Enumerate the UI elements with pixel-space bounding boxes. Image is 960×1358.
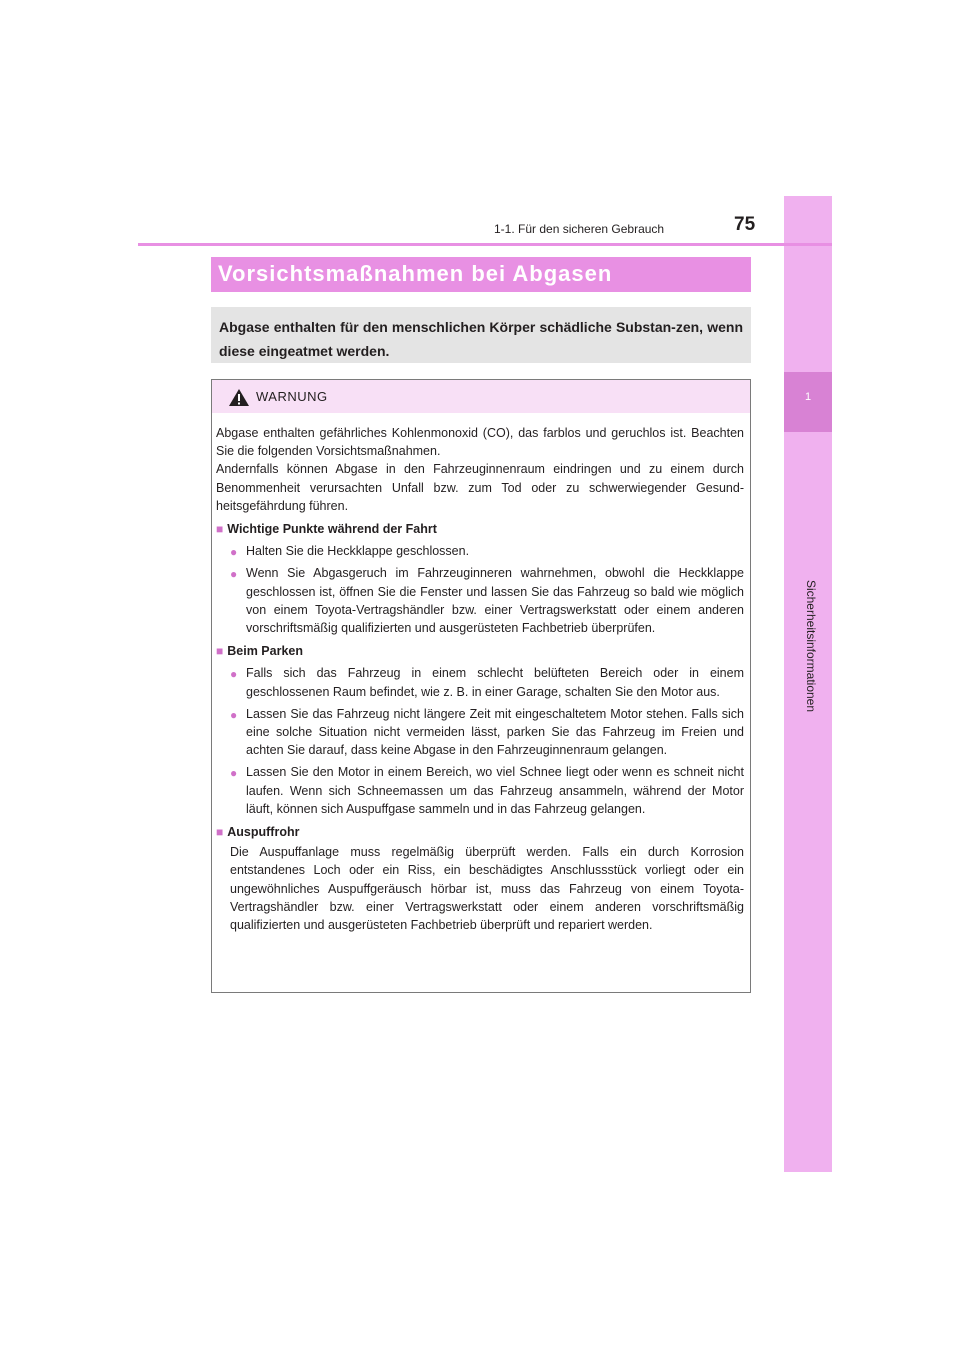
list-item: ● Wenn Sie Abgasgeruch im Fahrzeuginneren wahrnehmen, obwohl die Heckklappe geschlossen ist, öffnen Sie die Fenster und lassen Sie das Fahrzeug so bald wie möglich von einem Toyota-Vertragshändler bzw. einer Vertragswerkstatt oder einem anderen vorschriftsmäßig qualifizierten und ausgerüsteten Fachbetrieb überprüfen.	[230, 566, 744, 636]
dot-bullet-icon: ●	[230, 766, 238, 781]
title-bar	[211, 257, 751, 292]
section-header: 1-1. Für den sicheren Gebrauch	[494, 222, 665, 236]
square-bullet-icon: ■	[216, 825, 224, 840]
intro-text: Abgase enthalten für den menschlichen Körper schädliche Substan-zen, wenn diese eingeatmet werden.	[219, 319, 743, 359]
intro-box	[211, 307, 751, 363]
dot-bullet-icon: ●	[230, 707, 238, 722]
header-divider	[138, 243, 832, 246]
warning-intro-2: Andernfalls können Abgase in den Fahrzeuginnenraum eindringen und zu einem durch Benommenheit verursachten Unfall bzw. zum Tod oder zu schwerwiegender Gesund-heitsgefährdung führen.	[216, 462, 744, 513]
warning-label: WARNUNG	[256, 389, 328, 404]
warning-triangle-icon	[228, 388, 250, 407]
section-title: Beim Parken	[227, 644, 303, 659]
page-title: Vorsichtsmaßnahmen bei Abgasen	[218, 261, 613, 286]
list-item: ● Halten Sie die Heckklappe geschlossen.	[216, 542, 744, 560]
warning-header	[212, 380, 750, 413]
square-bullet-icon: ■	[216, 522, 224, 537]
chapter-number: 1	[784, 372, 832, 432]
section-title: Auspuffrohr	[227, 825, 300, 840]
dot-bullet-icon: ●	[230, 545, 238, 560]
list-item: ● Lassen Sie das Fahrzeug nicht längere Zeit mit eingeschaltetem Motor stehen. Falls sich eine solche Situation nicht vermeiden lässt, parken Sie das Fahrzeug im Freien und achten Sie darauf, dass keine Abgase in den Fahrzeuginnenraum gelangen.	[230, 706, 744, 758]
section-heading	[216, 520, 744, 538]
list-item: ● Falls sich das Fahrzeug in einem schlecht belüfteten Bereich oder in einem geschlossenen Raum befindet, wie z. B. in einer Garage, schalten Sie den Motor aus.	[230, 666, 744, 699]
dot-bullet-icon: ●	[230, 567, 238, 582]
warning-box	[211, 379, 751, 993]
warning-body	[216, 424, 744, 934]
section-heading	[216, 642, 744, 660]
chapter-side-tab	[784, 196, 832, 1172]
chapter-label: Sicherheitsinformationen	[804, 579, 818, 713]
dot-bullet-icon: ●	[230, 667, 238, 682]
list-item: ● Lassen Sie den Motor in einem Bereich, wo viel Schnee liegt oder wenn es schneit nicht laufen. Wenn sich Schneemassen um das Fahrzeug ansammeln, während der Motor läuft, können sich Auspuffgase sammeln und in das Fahrzeug gelangen.	[230, 765, 744, 816]
warning-intro-1: Abgase enthalten gefährliches Kohlenmonoxid (CO), das farblos und geruchlos ist. Beachten Sie die folgenden Vorsichtsmaßnahmen.	[216, 426, 744, 459]
section-text: Die Auspuffanlage muss regelmäßig überprüft werden. Falls ein durch Korrosion entstandenes Loch oder ein Riss, ein beschädigtes Anschlussstück vorliegt oder ein ungewöhnliches Auspuffgeräusch hörbar ist, muss das Fahrzeug von einem Toyota-Vertragshändler bzw. einer Vertragswerkstatt oder einem anderen vorschriftsmäßig qualifizierten und ausgerüsteten Fachbetrieb überprüft und repariert werden.	[230, 845, 744, 933]
section-title: Wichtige Punkte während der Fahrt	[227, 522, 437, 537]
square-bullet-icon: ■	[216, 644, 224, 659]
section-heading	[216, 823, 744, 841]
page-number: 75	[734, 214, 756, 235]
